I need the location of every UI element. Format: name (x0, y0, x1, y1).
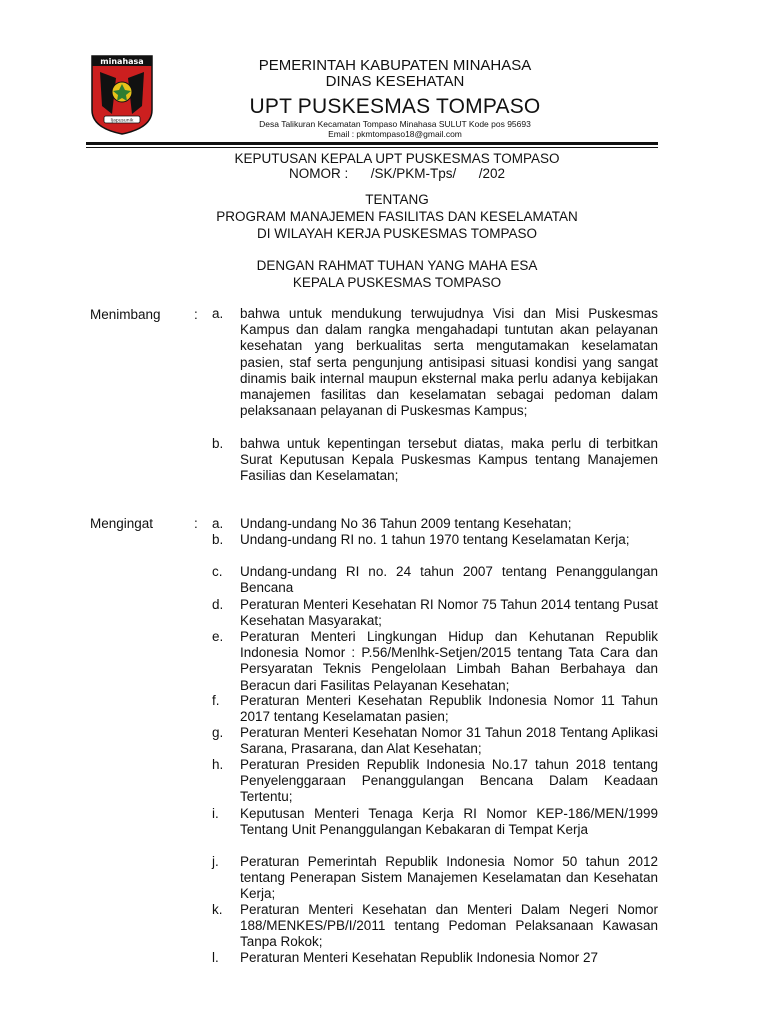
mengingat-item (212, 516, 658, 532)
mengingat-item (212, 693, 658, 725)
item-letter: d. (212, 597, 224, 612)
letterhead-rule-thin (86, 147, 658, 148)
mengingat-label: Mengingat (90, 516, 154, 531)
svg-text:Ijapusunik: Ijapusunik (110, 118, 134, 124)
item-letter: k. (212, 902, 223, 917)
item-letter: g. (212, 725, 224, 740)
decree-title: KEPUTUSAN KEPALA UPT PUSKESMAS TOMPASO (234, 151, 560, 166)
item-letter: a. (212, 516, 224, 531)
item-text: Undang-undang RI no. 24 tahun 2007 tentang Penanggulangan Bencana (240, 564, 658, 596)
item-text: Undang-undang RI no. 1 tahun 1970 tentang Keselamatan Kerja; (240, 532, 630, 547)
item-text: Peraturan Menteri Kesehatan Republik Indonesia Nomor 27 (240, 950, 598, 965)
item-letter: l. (212, 950, 219, 965)
item-text: Peraturan Menteri Kesehatan Nomor 31 Tahun 2018 Tentang Aplikasi Sarana, Prasarana, dan Alat Kesehatan; (240, 725, 658, 757)
item-letter: b. (212, 532, 224, 547)
item-letter: b. (212, 436, 224, 451)
mengingat-item (212, 757, 658, 806)
minahasa-logo-icon (90, 54, 154, 136)
item-text: Keputusan Menteri Tenaga Kerja RI Nomor KEP-186/MEN/1999 Tentang Unit Penanggulangan Kebakaran di Tempat Kerja (240, 806, 658, 838)
institution-name: UPT PUSKESMAS TOMPASO (249, 95, 541, 118)
menimbang-item (212, 306, 658, 419)
item-letter: c. (212, 564, 223, 579)
item-text: Peraturan Menteri Lingkungan Hidup dan Kehutanan Republik Indonesia Nomor : P.56/Menlhk-Setjen/2015 tentang Tata Cara dan Persyaratan Teknis Pengelolaan Limbah Bahan Berbahaya dan Beracun dari Fasilitas Pelayanan Kesehatan; (240, 629, 658, 693)
menimbang-label: Menimbang (90, 307, 161, 322)
mengingat-item (212, 532, 658, 548)
about-heading: TENTANG (365, 192, 429, 207)
subject-line-2: DI WILAYAH KERJA PUSKESMAS TOMPASO (256, 226, 538, 241)
item-text: Peraturan Menteri Kesehatan dan Menteri Dalam Negeri Nomor 188/MENKES/PB/I/2011 tentang Pedoman Pelaksanaan Kawasan Tanpa Rokok; (240, 902, 658, 950)
item-text: bahwa untuk mendukung terwujudnya Visi dan Misi Puskesmas Kampus dan dalam rangka mengahadapi tuntutan akan pelayanan kesehatan yang berkualitas serta mengutamakan keselamatan pasien, staf serta pengunjung antisipasi situasi kondisi yang sangat dinamis baik internal maupun eksternal maka perlu adanya kebijakan manajemen fasilitas dan keselamatan sebagai pedoman dalam pelaksanaan pelayanan di Puskesmas Kampus; (240, 306, 658, 419)
mengingat-item (212, 854, 658, 903)
mengingat-item (212, 902, 658, 951)
item-letter: e. (212, 629, 224, 644)
item-text: Peraturan Menteri Kesehatan Republik Indonesia Nomor 11 Tahun 2017 tentang Keselamatan pasien; (240, 693, 658, 725)
mengingat-colon: : (194, 516, 198, 531)
item-letter: h. (212, 757, 224, 772)
head-title-line: KEPALA PUSKESMAS TOMPASO (292, 275, 502, 290)
letterhead-rule-thick (86, 142, 658, 145)
menimbang-item (212, 436, 658, 485)
item-text: bahwa untuk kepentingan tersebut diatas, maka perlu di terbitkan Surat Keputusan Kepala Puskesmas Kampus tentang Manajemen Fasilias dan Keselamatan; (240, 436, 658, 484)
mengingat-item (212, 950, 658, 966)
item-letter: j. (212, 854, 219, 869)
item-letter: i. (212, 806, 219, 821)
menimbang-colon: : (194, 307, 198, 322)
mengingat-item (212, 725, 658, 757)
department-name: DINAS KESEHATAN (325, 73, 465, 90)
svg-text:minahasa: minahasa (100, 57, 144, 66)
item-letter: a. (212, 306, 224, 321)
blessing-line: DENGAN RAHMAT TUHAN YANG MAHA ESA (256, 258, 538, 273)
item-text: Undang-undang No 36 Tahun 2009 tentang Kesehatan; (240, 516, 572, 531)
item-text: Peraturan Presiden Republik Indonesia No.17 tahun 2018 tentang Penyelenggaraan Penanggulangan Bencana Dalam Keadaan Tertentu; (240, 757, 658, 805)
email-line: Email : pkmtompaso18@gmail.com (328, 129, 462, 139)
government-name: PEMERINTAH KABUPATEN MINAHASA (258, 57, 532, 74)
address-line: Desa Talikuran Kecamatan Tompaso Minahasa SULUT Kode pos 95693 (259, 119, 531, 129)
mengingat-item (212, 597, 658, 629)
item-text: Peraturan Pemerintah Republik Indonesia Nomor 50 tahun 2012 tentang Penerapan Sistem Manajemen Keselamatan dan Kesehatan Kerja; (240, 854, 658, 902)
mengingat-item (212, 564, 658, 596)
mengingat-item (212, 806, 658, 838)
item-text: Peraturan Menteri Kesehatan RI Nomor 75 Tahun 2014 tentang Pusat Kesehatan Masyarakat; (240, 597, 658, 629)
mengingat-item (212, 629, 658, 694)
decree-number: NOMOR : /SK/PKM-Tps/ /202 (288, 166, 506, 181)
subject-line-1: PROGRAM MANAJEMEN FASILITAS DAN KESELAMATAN (216, 209, 578, 224)
item-letter: f. (212, 693, 220, 708)
